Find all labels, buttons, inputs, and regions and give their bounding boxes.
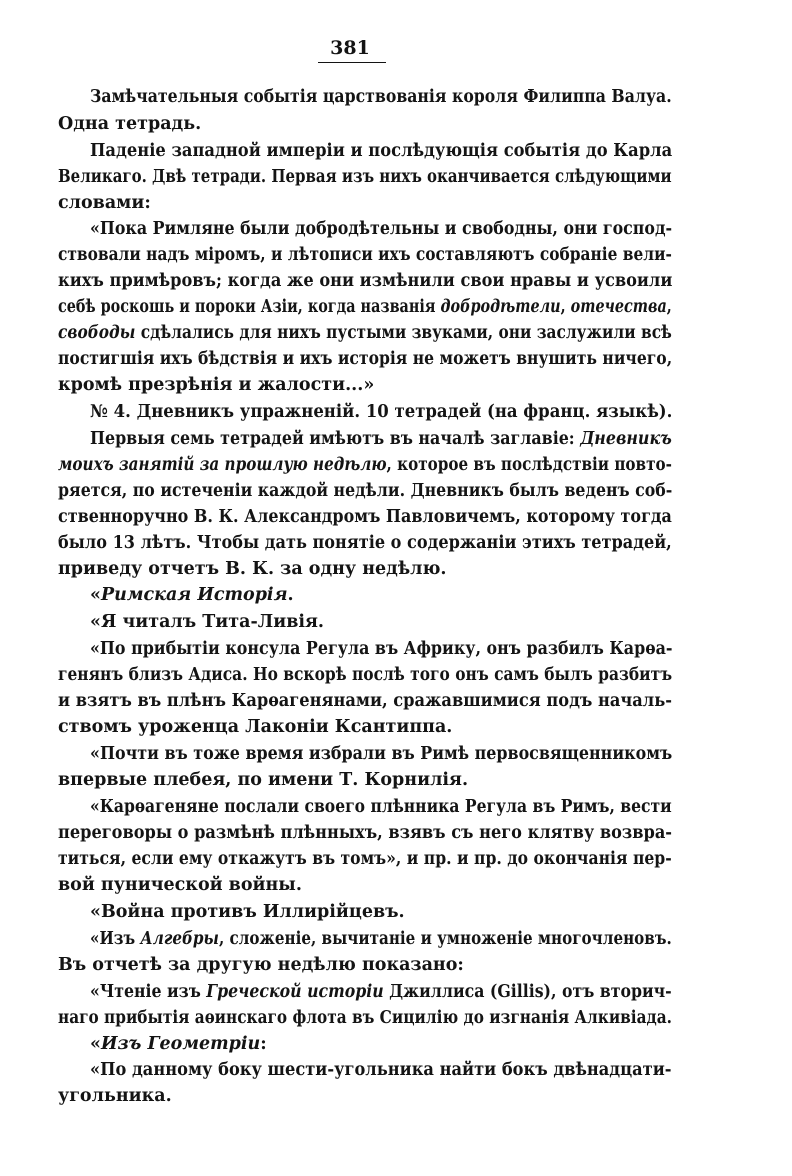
italic-word: Греческой исторіи [206, 982, 384, 1002]
line-text: сдѣлались для нихъ пустыми звуками, они заслужили всѣ [135, 323, 672, 343]
section-heading: № 4. Дневникъ упражненій. 10 тетрадей (на франц. языкѣ). [90, 402, 673, 422]
line-text: «По данному боку шести-угольника найти бокъ двѣнадцати- [90, 1060, 672, 1080]
text-line [58, 372, 374, 399]
line-text: Джиллиса (Gillis), отъ вторич- [383, 982, 672, 1002]
italic-word: Изъ Геометріи [100, 1034, 261, 1054]
line-text: «Карѳагеняне послали своего плѣнника Регула въ Римъ, вести [90, 797, 672, 817]
text-line [58, 767, 468, 794]
line-text: переговоры о размѣнѣ плѣнныхъ, взявъ съ него клятву возвра- [58, 823, 673, 843]
line-text: себѣ роскошь и пороки Азіи, когда названія [58, 297, 441, 317]
line-text: ствомъ уроженца Лаконіи Ксантиппа. [58, 717, 453, 737]
line-text: ственноручно В. К. Александромъ Павловичемъ, которому тогда [58, 507, 672, 527]
line-text: и взятъ въ плѣнъ Карѳагенянами, сражавшимися подъ началь- [58, 691, 672, 711]
line-text: , которое въ послѣдствіи повто- [386, 455, 672, 475]
italic-word: моихъ занятій за прошлую недѣлю [58, 455, 387, 475]
text-line [58, 111, 201, 138]
text-line [90, 979, 672, 1006]
line-text: «Я читалъ Тита-Ливія. [90, 612, 325, 632]
text-line [90, 636, 672, 663]
text-line [90, 216, 672, 243]
text-line [58, 1005, 672, 1032]
italic-word: Алгебры [140, 929, 219, 949]
line-text: ствовали надъ міромъ, и лѣтописи ихъ составляютъ собраніе вели- [58, 245, 672, 265]
line-text: «Чтеніе изъ [90, 982, 207, 1002]
line-text: , [560, 297, 571, 317]
line-text: : [260, 1034, 267, 1054]
page-number-underline [318, 62, 386, 63]
line-text: кромѣ презрѣнія и жалости...» [58, 375, 375, 395]
text-line [58, 346, 672, 373]
line-text: «Война противъ Иллирійцевъ. [90, 902, 405, 922]
text-line [58, 714, 452, 741]
text-line [58, 688, 672, 715]
text-line [58, 504, 672, 531]
italic-word: Римская Исторія [100, 585, 288, 605]
page-number: 381 [330, 37, 370, 59]
line-text: вой пунической войны. [58, 875, 302, 895]
line-text: Замѣчательныя событія царствованія короля Филиппа Валуа. [90, 87, 672, 107]
text-line [58, 952, 464, 979]
italic-word: добродѣтели [440, 297, 561, 317]
line-text: «По прибытіи консула Регула въ Африку, онъ разбилъ Карѳа- [90, 639, 673, 659]
line-text: « [90, 1034, 101, 1054]
text-line [58, 190, 151, 217]
text-line [90, 926, 672, 953]
text-line [90, 741, 672, 768]
line-text: ряется, по истеченіи каждой недѣли. Дневникъ былъ веденъ соб- [58, 481, 673, 501]
line-text: кихъ примѣровъ; когда же они измѣнили свои нравы и усвоили [58, 271, 673, 291]
text-line [58, 242, 672, 269]
text-line [58, 478, 672, 505]
line-text: Первыя семь тетрадей имѣютъ въ началѣ заглавіе: [90, 429, 581, 449]
text-line [90, 582, 294, 609]
text-line [58, 872, 302, 899]
line-text: . [287, 585, 294, 605]
text-line [58, 662, 672, 689]
line-text: «Изъ [90, 929, 141, 949]
italic-word: отечества [570, 297, 667, 317]
line-text: впервые плебея, по имени Т. Корнилія. [58, 770, 469, 790]
line-text: словами: [58, 193, 151, 213]
text-line [90, 609, 324, 636]
line-text: , [666, 297, 672, 317]
line-text: наго прибытія аѳинскаго флота въ Сицилію до изгнанія Алкивіада. [58, 1008, 672, 1028]
text-line [90, 426, 672, 453]
text-line [58, 820, 672, 847]
italic-word: свободы [58, 323, 136, 343]
text-line [90, 1057, 672, 1084]
text-line [58, 294, 672, 321]
text-line [58, 452, 672, 479]
line-text: «Пока Римляне были добродѣтельны и свободны, они господ- [90, 219, 673, 239]
line-text: Въ отчетѣ за другую недѣлю показано: [58, 955, 464, 975]
text-line [58, 530, 672, 557]
text-line [58, 320, 672, 347]
text-line [58, 1083, 172, 1110]
line-text: « [90, 585, 101, 605]
line-text: Одна тетрадь. [58, 114, 202, 134]
line-text: постигшія ихъ бѣдствія и ихъ исторія не можетъ внушить ничего, [58, 349, 673, 369]
line-text: титься, если ему откажутъ въ томъ», и пр. и пр. до окончанія пер- [58, 849, 672, 869]
text-line [90, 794, 672, 821]
text-line [58, 268, 672, 295]
text-line [58, 846, 672, 873]
text-line [90, 1031, 267, 1058]
text-line [90, 138, 672, 165]
text-line [90, 899, 405, 926]
line-text: угольника. [58, 1086, 172, 1106]
text-line [58, 164, 672, 191]
line-text: «Почти въ тоже время избрали въ Римѣ первосвященникомъ [90, 744, 673, 764]
line-text: Великаго. Двѣ тетради. Первая изъ нихъ оканчивается слѣдующими [58, 167, 672, 187]
text-line [90, 399, 672, 426]
line-text: генянъ близъ Адиса. Но вскорѣ послѣ того онъ самъ былъ разбитъ [58, 665, 673, 685]
line-text: было 13 лѣтъ. Чтобы дать понятіе о содержаніи этихъ тетрадей, [58, 533, 672, 553]
text-line [58, 556, 447, 583]
line-text: , сложеніе, вычитаніе и умноженіе многочленовъ. [218, 929, 672, 949]
italic-word: Дневникъ [580, 429, 672, 449]
line-text: приведу отчетъ В. К. за одну недѣлю. [58, 559, 447, 579]
line-text: Паденіе западной имперіи и послѣдующія событія до Карла [90, 141, 673, 161]
text-line [90, 84, 672, 111]
